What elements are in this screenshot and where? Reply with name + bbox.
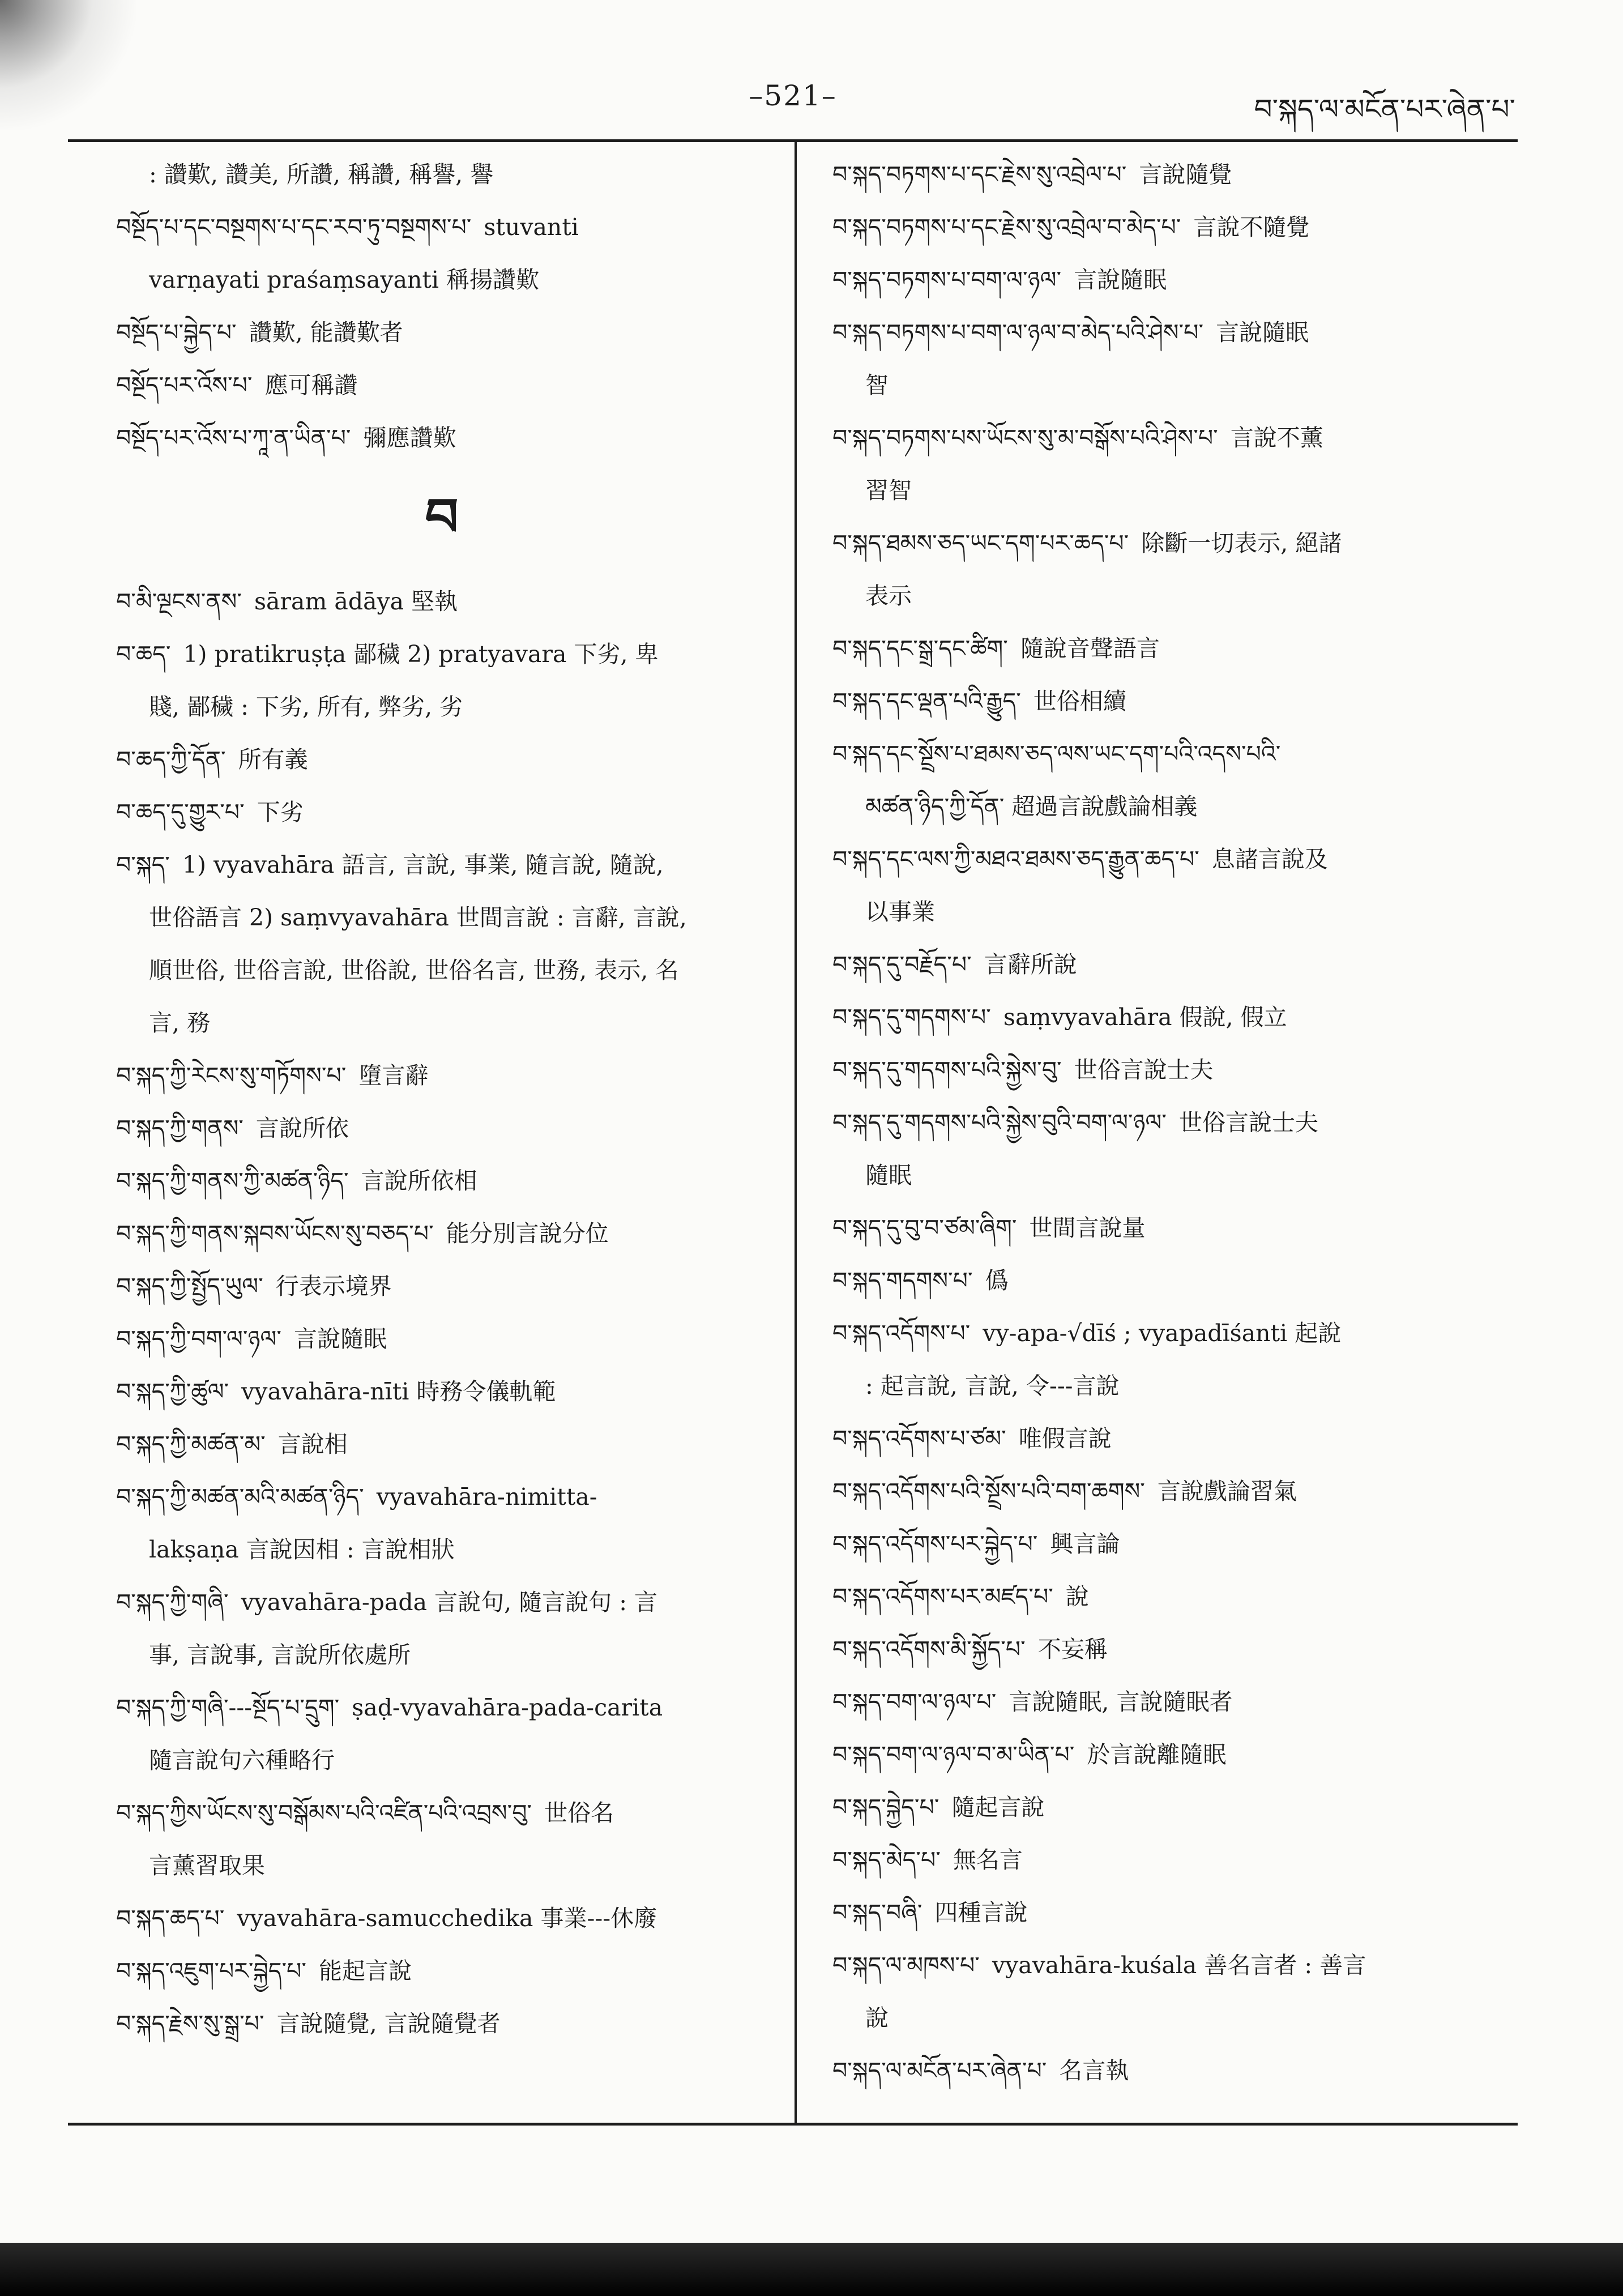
entry-definition: 說 bbox=[1065, 1583, 1089, 1610]
entry-headword: བ་སྐད་བག་ལ་ཉལ་བ་མ་ཡིན་པ་ bbox=[832, 1741, 1075, 1768]
entry-definition: 順世俗, 世俗言說, 世俗說, 世俗名言, 世務, 表示, 名 bbox=[149, 957, 679, 984]
dictionary-entry bbox=[832, 1044, 1512, 1096]
entry-definition: 隨起言說 bbox=[951, 1794, 1045, 1821]
entry-continuation bbox=[116, 1523, 767, 1576]
dictionary-entry bbox=[832, 201, 1512, 254]
entry-definition: 言說所依相 bbox=[361, 1167, 477, 1194]
entry-headword: བ་སྐད་ཆད་པ་ bbox=[116, 1905, 225, 1932]
entry-definition: 世俗語言 2) saṃvyavahāra 世間言說 : 言辭, 言說, bbox=[149, 904, 687, 931]
entry-definition: : 讚歎, 讚美, 所讚, 稱讚, 稱譽, 譽 bbox=[149, 161, 494, 188]
entry-headword: བ་སྐད་འདོགས་མི་སྐྱོད་པ་ bbox=[832, 1636, 1026, 1663]
dictionary-entry bbox=[832, 1623, 1512, 1676]
entry-definition: 名言執 bbox=[1059, 2057, 1129, 2084]
dictionary-entry bbox=[832, 1412, 1512, 1465]
entry-definition: 能分別言說分位 bbox=[446, 1220, 609, 1247]
dictionary-entry bbox=[116, 1207, 767, 1260]
entry-definition: vyavahāra-nīti 時務令儀軌範 bbox=[241, 1378, 556, 1405]
entry-definition: 言說隨眠 bbox=[293, 1325, 387, 1352]
dictionary-entry bbox=[116, 575, 767, 628]
entry-headword: བ་སྐད་ཀྱི་མཚན་མའི་མཚན་ཉིད་ bbox=[116, 1483, 364, 1510]
entry-definition: 彌應讚歎 bbox=[363, 424, 456, 451]
entry-definition: 應可稱讚 bbox=[264, 372, 358, 399]
scan-shadow bbox=[0, 0, 136, 130]
entry-headword: བ་སྐད་ཀྱི་ཚུལ་ bbox=[116, 1378, 229, 1405]
entry-definition: varṇayati praśaṃsayanti 稱揚讚歎 bbox=[149, 266, 540, 293]
dictionary-entry bbox=[116, 306, 767, 359]
dictionary-entry bbox=[116, 359, 767, 412]
entry-definition: 賤, 鄙穢 : 下劣, 所有, 弊劣, 劣 bbox=[149, 693, 463, 720]
entry-headword: བ་སྐད་གདགས་པ་ bbox=[832, 1267, 973, 1294]
entry-definition: 言說所依 bbox=[255, 1115, 349, 1142]
dictionary-entry bbox=[832, 991, 1512, 1044]
dictionary-entry bbox=[116, 412, 767, 464]
entry-headword: བ་སྐད་བཏགས་པ་དང་རྗེས་སུ་འབྲེལ་བ་མེད་པ་ bbox=[832, 214, 1181, 241]
entry-definition: 表示 bbox=[865, 582, 912, 609]
entry-headword: བ་སྐད་དུ་གདགས་པ་ bbox=[832, 1004, 991, 1031]
entry-continuation bbox=[832, 780, 1512, 833]
dictionary-entry bbox=[116, 628, 767, 681]
entry-definition: 言說隨眠, 言說隨眠者 bbox=[1009, 1688, 1233, 1715]
entry-headword: བ་སྐད་འདོགས་པའི་སྔྲོས་པའི་བག་ཆགས་ bbox=[832, 1478, 1145, 1505]
entry-definition: : 起言說, 言說, 令---言說 bbox=[865, 1372, 1120, 1399]
page-number: –521– bbox=[749, 79, 837, 112]
dictionary-entry bbox=[116, 1155, 767, 1207]
entry-definition: 言說不隨覺 bbox=[1193, 214, 1310, 241]
entry-headword: བ་སྐད་བཏགས་པ་བག་ལ་ཉལ་བ་མེད་པའི་ཤེས་པ་ bbox=[832, 319, 1204, 346]
entry-headword: བ་སྐད་ལ་མངོན་པར་ཞེན་པ་ bbox=[832, 2057, 1047, 2084]
dictionary-entry bbox=[832, 1254, 1512, 1307]
dictionary-entry bbox=[832, 1465, 1512, 1518]
entry-definition: vyavahāra-kuśala 善名言者 : 善言 bbox=[992, 1952, 1366, 1979]
entry-definition: 言說隨眠 bbox=[1216, 319, 1309, 346]
entry-definition: 言, 務 bbox=[149, 1009, 211, 1036]
dictionary-entry bbox=[832, 1096, 1512, 1149]
entry-continuation bbox=[116, 1734, 767, 1787]
dictionary-entry bbox=[832, 306, 1512, 359]
entry-headword: བ་སྐད་ཀྱི་གནས་ bbox=[116, 1115, 244, 1142]
dictionary-entry bbox=[116, 1102, 767, 1155]
entry-definition: 1) pratikruṣṭa 鄙穢 2) pratyavara 下劣, 卑 bbox=[183, 641, 659, 668]
dictionary-entry bbox=[832, 148, 1512, 201]
right-column bbox=[832, 148, 1512, 2097]
entry-definition: 不妄稱 bbox=[1037, 1636, 1108, 1663]
column-divider bbox=[795, 142, 797, 2124]
entry-definition: vy-apa-√dīś ; vyapadīśanti 起說 bbox=[983, 1320, 1342, 1347]
entry-continuation bbox=[832, 464, 1512, 517]
dictionary-entry bbox=[832, 1518, 1512, 1571]
entry-definition: 四種言說 bbox=[934, 1899, 1028, 1926]
entry-definition: 言薰習取果 bbox=[149, 1852, 265, 1879]
entry-continuation bbox=[116, 681, 767, 733]
entry-definition: 言說隨覺, 言說隨覺者 bbox=[276, 2010, 501, 2037]
running-head: བ་སྐད་ལ་མངོན་པར་ཞེན་པ་ bbox=[1254, 93, 1515, 126]
entry-continuation bbox=[832, 1360, 1512, 1412]
entry-headword: བ་སྐད་འདོགས་པར་བྐྱེད་པ་ bbox=[832, 1530, 1038, 1557]
entry-definition: 於言說離隨眠 bbox=[1087, 1741, 1227, 1768]
left-pre-entries bbox=[116, 148, 767, 464]
entry-definition: 事, 言說事, 言說所依處所 bbox=[149, 1641, 411, 1668]
entry-headword: བ་སྐད་ཐམས་ཅད་ཡང་དག་པར་ཆད་པ་ bbox=[832, 530, 1129, 557]
entry-headword: བ་སྐད་དུ་བུ་བ་ཙམ་ཞིག་ bbox=[832, 1214, 1017, 1241]
dictionary-entry bbox=[832, 1887, 1512, 1939]
entry-continuation bbox=[832, 1992, 1512, 2045]
entry-headword: བ་སྐད་བཞི་ bbox=[832, 1899, 922, 1926]
entry-definition: 除斷一切表示, 絕諸 bbox=[1141, 530, 1342, 557]
entry-definition: 能起言說 bbox=[318, 1957, 412, 1985]
dictionary-entry bbox=[832, 1571, 1512, 1623]
dictionary-entry bbox=[832, 728, 1512, 780]
entry-headword: བ་སྐད་འཇུག་པར་བྐྱེད་པ་ bbox=[116, 1957, 306, 1985]
entry-definition: 無名言 bbox=[953, 1846, 1023, 1873]
entry-headword: བ་སྐད་ཀྱི་རེངས་སུ་གཏོགས་པ་ bbox=[116, 1062, 347, 1089]
entry-definition: 1) vyavahāra 語言, 言說, 事業, 隨言說, 隨說, bbox=[182, 851, 664, 878]
dictionary-entry bbox=[832, 1939, 1512, 1992]
entry-headword: བ་སྐད་བཏགས་པ་དང་རྗེས་སུ་འབྲེལ་པ་ bbox=[832, 161, 1127, 188]
dictionary-entry bbox=[116, 201, 767, 254]
entry-continuation bbox=[116, 997, 767, 1049]
entry-headword: བ་སྐད་དུ་གདགས་པའི་སྐྱེས་བུ་ bbox=[832, 1056, 1062, 1083]
entry-headword: བ་སྐད་དུ་གདགས་པའི་སྐྱེས་བུའི་བག་ལ་ཉལ་ bbox=[832, 1109, 1167, 1136]
entry-definition: 唯假言說 bbox=[1018, 1425, 1112, 1452]
dictionary-entry bbox=[832, 2045, 1512, 2097]
dictionary-entry bbox=[832, 622, 1512, 675]
dictionary-entry bbox=[116, 1418, 767, 1471]
entry-headword: བསྔོད་པར་འོས་པ་ bbox=[116, 372, 253, 399]
entry-definition: 世俗名 bbox=[544, 1799, 614, 1826]
entry-continuation bbox=[116, 944, 767, 997]
entry-headword: བ་སྐད་ཀྱི་སྤྱོད་ཡུལ་ bbox=[116, 1273, 263, 1300]
right-entries bbox=[832, 148, 1512, 2097]
dictionary-entry bbox=[832, 833, 1512, 886]
entry-headword: བ་སྐད་བག་ལ་ཉལ་པ་ bbox=[832, 1688, 997, 1715]
entry-definition: 言辭所說 bbox=[984, 951, 1077, 978]
entry-continuation bbox=[116, 1840, 767, 1892]
entry-headword: བ་སྐད་ bbox=[116, 851, 170, 878]
dictionary-entry bbox=[116, 733, 767, 786]
scan-edge-band bbox=[0, 2243, 1623, 2296]
entry-headword: བ་སྐད་དུ་བརྗོད་པ་ bbox=[832, 951, 972, 978]
entry-headword: བ་སྐད་རྗེས་སུ་སྒྲ་པ་ bbox=[116, 2010, 264, 2037]
entry-headword: བ་སྐད་མེད་པ་ bbox=[832, 1846, 941, 1873]
dictionary-entry bbox=[832, 938, 1512, 991]
entry-headword: བ་སྐད་འདོགས་པ་ bbox=[832, 1320, 971, 1347]
dictionary-entry bbox=[832, 1781, 1512, 1834]
entry-headword: བ་སྐད་བཏགས་པས་ཡོངས་སུ་མ་བསྒོས་པའི་ཤེས་པ་ bbox=[832, 424, 1218, 451]
entry-headword: བ་སྐད་ཀྱི་གནས་སྐབས་ཡོངས་སུ་བཅད་པ་ bbox=[116, 1220, 434, 1247]
entry-definition: 言說戲論習氣 bbox=[1157, 1478, 1297, 1505]
dictionary-entry bbox=[116, 839, 767, 891]
dictionary-entry bbox=[116, 1682, 767, 1734]
entry-headword: བ་ཆད་དུ་གྱུར་པ་ bbox=[116, 799, 245, 826]
entry-definition: 言說相 bbox=[277, 1431, 348, 1458]
entry-definition: lakṣaṇa 言說因相 : 言說相狀 bbox=[149, 1536, 455, 1563]
entry-definition: sāram ādāya 堅執 bbox=[254, 588, 458, 615]
entry-headword: བ་སྐད་ཀྱི་བག་ལ་ཉལ་ bbox=[116, 1325, 281, 1352]
entry-headword: བ་སྐད་དང་ལྡན་པའི་རྒྱུད་ bbox=[832, 688, 1021, 715]
entry-definition: stuvanti bbox=[484, 214, 579, 241]
dictionary-entry bbox=[832, 1729, 1512, 1781]
entry-continuation bbox=[116, 254, 767, 306]
entry-headword: བ་ཆད་ཀྱི་དོན་ bbox=[116, 746, 226, 773]
entry-headword: བ་སྐད་ཀྱི་གནས་ཀྱི་མཚན་ཉིད་ bbox=[116, 1167, 349, 1194]
entry-definition: མཚན་ཉིད་ཀྱི་དོན་ 超過言說戲論相義 bbox=[865, 793, 1198, 820]
dictionary-entry bbox=[116, 1892, 767, 1945]
entry-headword: བ་སྐད་ཀྱིས་ཡོངས་སུ་བསྒོམས་པའི་འཛིན་པའི་འབྲས་བུ་ bbox=[116, 1799, 532, 1826]
entry-headword: བ་སྐད་ཀྱི་གཞི་---སྔོད་པ་དྲུག་ bbox=[116, 1694, 340, 1721]
entry-definition: 以事業 bbox=[865, 898, 935, 925]
entry-continuation bbox=[116, 148, 767, 201]
dictionary-entry bbox=[116, 1471, 767, 1523]
entry-definition: 隨言說句六種略行 bbox=[149, 1747, 335, 1774]
entry-definition: saṃvyavahāra 假說, 假立 bbox=[1003, 1004, 1287, 1031]
left-column bbox=[116, 148, 767, 2050]
bottom-rule bbox=[68, 2123, 1518, 2126]
entry-definition: 世俗相續 bbox=[1033, 688, 1126, 715]
dictionary-entry bbox=[832, 1676, 1512, 1729]
section-letter: བ bbox=[425, 487, 459, 548]
entry-definition: 世俗言說士夫 bbox=[1074, 1056, 1214, 1083]
entry-continuation bbox=[832, 1149, 1512, 1202]
entry-headword: བསྔོད་པར་འོས་པ་ཀཱ་ན་ཡིན་པ་ bbox=[116, 424, 351, 451]
entry-definition: 說 bbox=[865, 2004, 889, 2032]
dictionary-entry bbox=[116, 1365, 767, 1418]
dictionary-entry bbox=[116, 786, 767, 839]
entry-headword: བ་སྐད་དང་སྔྲོས་པ་ཐམས་ཅད་ལས་ཡང་དག་པའི་འདས་པའི་ bbox=[832, 740, 1281, 767]
entry-headword: བ་སྐད་འདོགས་པར་མཛད་པ་ bbox=[832, 1583, 1053, 1610]
dictionary-entry bbox=[116, 1576, 767, 1629]
entry-continuation bbox=[832, 359, 1512, 412]
entry-definition: 所有義 bbox=[238, 746, 308, 773]
entry-headword: བ་སྐད་ཀྱི་མཚན་མ་ bbox=[116, 1431, 266, 1458]
dictionary-entry bbox=[832, 517, 1512, 570]
entry-continuation bbox=[116, 1629, 767, 1682]
entry-definition: 下劣 bbox=[257, 799, 304, 826]
entry-headword: བ་སྐད་བྐྱེད་པ་ bbox=[832, 1794, 939, 1821]
entry-headword: བ་ཆད་ bbox=[116, 641, 171, 668]
entry-definition: 智 bbox=[865, 372, 889, 399]
entry-headword: བ་སྐད་ལ་མཁས་པ་ bbox=[832, 1952, 980, 1979]
entry-definition: 習智 bbox=[865, 477, 912, 504]
entry-definition: vyavahāra-nimitta- bbox=[376, 1483, 597, 1510]
entry-continuation bbox=[832, 570, 1512, 622]
entry-headword: བ་མི་ལྔངས་ནས་ bbox=[116, 588, 242, 615]
entry-definition: 言說隨覺 bbox=[1139, 161, 1232, 188]
entry-headword: བ་སྐད་བཏགས་པ་བག་ལ་ཉལ་ bbox=[832, 266, 1062, 293]
entry-definition: 僞 bbox=[985, 1267, 1009, 1294]
entry-definition: 世間言說量 bbox=[1029, 1214, 1146, 1241]
left-entries bbox=[116, 575, 767, 2050]
entry-definition: vyavahāra-pada 言說句, 隨言說句 : 言 bbox=[241, 1589, 658, 1616]
entry-headword: བསྔོད་པ་དང་བསྔགས་པ་དང་རབ་ཏུ་བསྔགས་པ་ bbox=[116, 214, 472, 241]
dictionary-entry bbox=[832, 254, 1512, 306]
dictionary-entry bbox=[116, 1998, 767, 2050]
dictionary-entry bbox=[832, 1834, 1512, 1887]
entry-headword: བ་སྐད་འདོགས་པ་ཙམ་ bbox=[832, 1425, 1006, 1452]
entry-definition: 世俗言說士夫 bbox=[1179, 1109, 1318, 1136]
entry-continuation bbox=[116, 891, 767, 944]
entry-definition: vyavahāra-samucchedika 事業---休廢 bbox=[237, 1905, 657, 1932]
dictionary-entry bbox=[832, 1307, 1512, 1360]
entry-definition: 讚歎, 能讚歎者 bbox=[249, 319, 403, 346]
dictionary-entry bbox=[116, 1313, 767, 1365]
entry-definition: ṣaḍ-vyavahāra-pada-carita bbox=[352, 1694, 663, 1721]
entry-headword: བ་སྐད་དང་ལས་ཀྱི་མཐའ་ཐམས་ཅད་རྒྱུན་ཆད་པ་ bbox=[832, 846, 1199, 873]
entry-definition: 息諸言說及 bbox=[1211, 846, 1328, 873]
entry-headword: བསྔོད་པ་བྐྱེད་པ་ bbox=[116, 319, 237, 346]
top-rule bbox=[68, 139, 1518, 142]
dictionary-entry bbox=[116, 1787, 767, 1840]
entry-definition: 言說隨眠 bbox=[1074, 266, 1167, 293]
entry-headword: བ་སྐད་ཀྱི་གཞི་ bbox=[116, 1589, 229, 1616]
dictionary-entry bbox=[116, 1260, 767, 1313]
dictionary-entry bbox=[116, 1049, 767, 1102]
entry-continuation bbox=[832, 886, 1512, 938]
entry-definition: 隨說音聲語言 bbox=[1020, 635, 1160, 662]
dictionary-entry bbox=[832, 1202, 1512, 1254]
dictionary-entry bbox=[116, 1945, 767, 1998]
entry-definition: 墮言辭 bbox=[358, 1062, 429, 1089]
dictionary-entry bbox=[832, 412, 1512, 464]
entry-headword: བ་སྐད་དང་སྒྲ་དང་ཚིག་ bbox=[832, 635, 1008, 662]
entry-definition: 行表示境界 bbox=[275, 1273, 392, 1300]
dictionary-entry bbox=[832, 675, 1512, 728]
entry-definition: 隨眠 bbox=[865, 1162, 912, 1189]
entry-definition: 興言論 bbox=[1050, 1530, 1120, 1557]
entry-definition: 言說不薰 bbox=[1230, 424, 1323, 451]
